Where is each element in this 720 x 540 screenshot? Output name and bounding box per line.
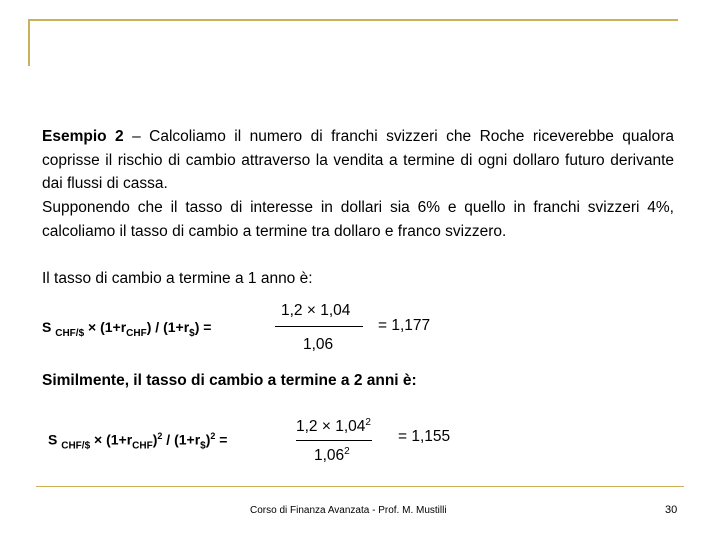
frame-top-line	[28, 19, 678, 21]
formula1-result: = 1,177	[378, 317, 431, 334]
formula2-fraction-bar	[296, 440, 372, 441]
formula2-result: = 1,155	[398, 428, 451, 445]
formula1-numerator: 1,2 × 1,04	[281, 302, 351, 319]
example-intro-paragraph	[42, 125, 674, 196]
formula2-lhs: S $_{CHF/\$} \times (1+r_{CHF})^2 / (1+r_{\$})^2$ =	[48, 431, 228, 452]
footer-divider	[36, 486, 684, 487]
formula1-denominator: 1,06	[303, 336, 334, 353]
footer-course: Corso di Finanza Avanzata - Prof. M. Mustilli	[250, 505, 447, 516]
example-intro-text: – Calcoliamo il numero di franchi svizzeri che Roche riceverebbe qualora coprisse il rischio di cambio attraverso la vendita a termine di ogni dollaro futuro derivante dai flussi di cassa.	[42, 128, 674, 192]
page-number: 30	[665, 504, 678, 516]
formula1-lhs: S $_{CHF/\$} \times (1+r_{CHF}) / (1+r_{\$})$ =	[42, 319, 212, 339]
formula2-denominator: 1,06$^2$	[314, 446, 350, 465]
assumption-paragraph: Supponendo che il tasso di interesse in dollari sia 6% e quello in franchi svizzeri 4%, calcoliamo il tasso di cambio a termine tra dollaro e franco svizzero.	[42, 199, 674, 240]
formula2-numerator: $1,2 \times 1,04^2$	[296, 417, 371, 436]
one-year-intro: Il tasso di cambio a termine a 1 anno è:	[42, 270, 313, 287]
two-year-intro: Similmente, il tasso di cambio a termine a 2 anni è:	[42, 372, 417, 389]
formula1-fraction-bar	[275, 326, 363, 327]
example-label: Esempio 2	[42, 128, 124, 145]
frame-left-line	[28, 19, 30, 66]
